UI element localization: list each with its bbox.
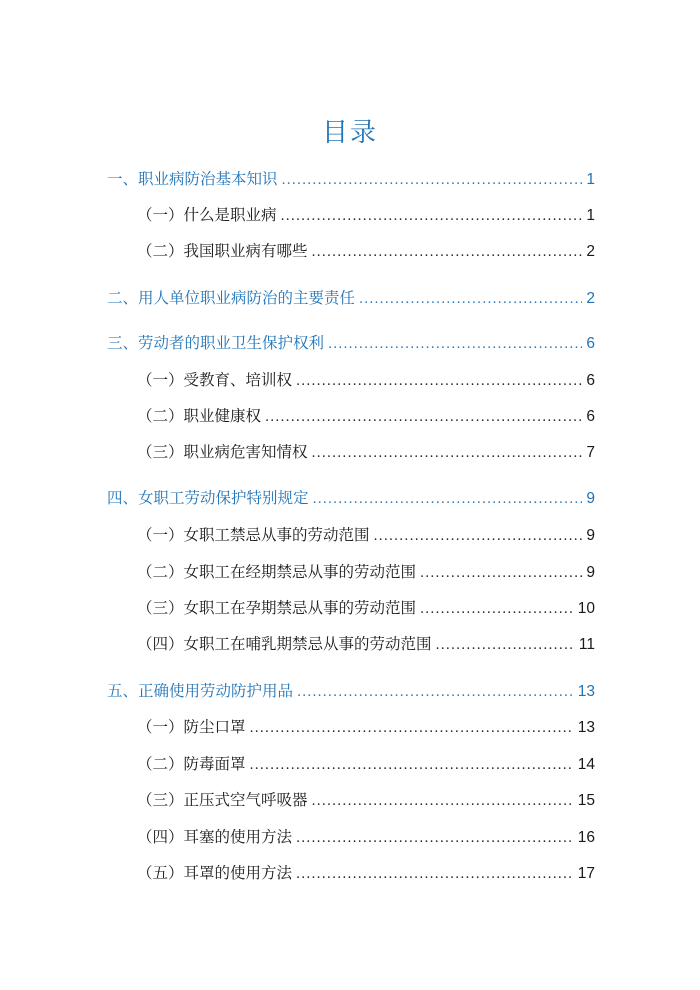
toc-leader-dots bbox=[312, 790, 574, 814]
toc-leader-dots bbox=[250, 717, 574, 741]
toc-entry-page: 1 bbox=[586, 171, 595, 188]
toc-entry[interactable] bbox=[137, 404, 595, 428]
toc-entry-label: （三）正压式空气呼吸器 bbox=[137, 791, 308, 809]
toc-leader-dots bbox=[265, 406, 582, 430]
toc-entry[interactable] bbox=[137, 715, 595, 739]
toc-entry-page: 10 bbox=[577, 600, 595, 617]
toc-entry-label: （四）耳塞的使用方法 bbox=[137, 828, 293, 846]
toc-leader-dots bbox=[328, 333, 582, 357]
toc-leader-dots bbox=[296, 863, 574, 887]
toc-entry-page: 16 bbox=[577, 829, 595, 846]
toc-entry-label: （一）女职工禁忌从事的劳动范围 bbox=[137, 526, 370, 544]
toc-leader-dots bbox=[436, 634, 575, 658]
toc-entry-page: 14 bbox=[577, 756, 595, 773]
toc-entry-page: 9 bbox=[586, 564, 595, 581]
toc-entry[interactable] bbox=[137, 560, 595, 584]
toc-entry-label: 五、正确使用劳动防护用品 bbox=[107, 682, 294, 700]
toc-entry-label: 二、用人单位职业病防治的主要责任 bbox=[107, 289, 356, 307]
toc-leader-dots bbox=[296, 370, 582, 394]
toc-entry-page: 6 bbox=[586, 408, 595, 425]
toc-leader-dots bbox=[296, 827, 574, 851]
toc-entry-label: （四）女职工在哺乳期禁忌从事的劳动范围 bbox=[137, 635, 432, 653]
toc-entry-label: 一、职业病防治基本知识 bbox=[107, 170, 278, 188]
toc-entry[interactable] bbox=[137, 752, 595, 776]
toc-leader-dots bbox=[313, 488, 583, 512]
toc-entry-page: 15 bbox=[577, 792, 595, 809]
toc-entry[interactable] bbox=[107, 486, 595, 510]
toc-entry[interactable] bbox=[137, 203, 595, 227]
toc-entry-label: （五）耳罩的使用方法 bbox=[137, 864, 293, 882]
toc-entry-label: （三）职业病危害知情权 bbox=[137, 443, 308, 461]
toc-entry[interactable] bbox=[137, 440, 595, 464]
toc-entry[interactable] bbox=[137, 861, 595, 885]
toc-entry[interactable] bbox=[107, 331, 595, 355]
toc-entry[interactable] bbox=[137, 523, 595, 547]
toc-entry-page: 11 bbox=[578, 636, 595, 653]
toc-entry[interactable] bbox=[137, 825, 595, 849]
toc-entry-label: （二）我国职业病有哪些 bbox=[137, 242, 308, 260]
toc-entry-page: 7 bbox=[586, 444, 595, 461]
toc-entry-label: 三、劳动者的职业卫生保护权利 bbox=[107, 334, 325, 352]
toc-entry[interactable] bbox=[137, 788, 595, 812]
toc-entry-label: （二）职业健康权 bbox=[137, 407, 262, 425]
toc-leader-dots bbox=[312, 241, 583, 265]
toc-entry[interactable] bbox=[137, 632, 595, 656]
toc-leader-dots bbox=[374, 525, 583, 549]
toc-entry-label: （三）女职工在孕期禁忌从事的劳动范围 bbox=[137, 599, 417, 617]
toc-leader-dots bbox=[312, 442, 583, 466]
toc-entry[interactable] bbox=[137, 239, 595, 263]
toc-entry-page: 6 bbox=[586, 335, 595, 352]
toc-leader-dots bbox=[281, 205, 583, 229]
toc-entry-label: （一）防尘口罩 bbox=[137, 718, 246, 736]
page-title: 目录 bbox=[321, 118, 378, 148]
toc-entry[interactable] bbox=[107, 679, 595, 703]
toc-leader-dots bbox=[282, 169, 583, 193]
toc-entry-page: 17 bbox=[577, 865, 595, 882]
toc-entry-page: 13 bbox=[577, 683, 595, 700]
toc-entry[interactable] bbox=[137, 368, 595, 392]
toc-entry-page: 1 bbox=[586, 207, 595, 224]
toc-leader-dots bbox=[420, 562, 582, 586]
toc-leader-dots bbox=[420, 598, 574, 622]
toc-entry[interactable] bbox=[107, 167, 595, 191]
toc-entry-label: 四、女职工劳动保护特别规定 bbox=[107, 489, 309, 507]
toc-entry-label: （一）什么是职业病 bbox=[137, 206, 277, 224]
toc-entry[interactable] bbox=[137, 596, 595, 620]
toc-leader-dots bbox=[359, 288, 582, 312]
toc-entry-page: 9 bbox=[586, 527, 595, 544]
toc-entry-page: 9 bbox=[586, 490, 595, 507]
toc-leader-dots bbox=[297, 681, 574, 705]
toc-entry-label: （一）受教育、培训权 bbox=[137, 371, 293, 389]
toc-entry-label: （二）女职工在经期禁忌从事的劳动范围 bbox=[137, 563, 417, 581]
toc-leader-dots bbox=[250, 754, 574, 778]
toc-entry-page: 6 bbox=[586, 372, 595, 389]
toc-entry[interactable] bbox=[107, 286, 595, 310]
toc-entry-page: 2 bbox=[586, 290, 595, 307]
toc-entry-page: 2 bbox=[586, 243, 595, 260]
toc-entry-page: 13 bbox=[577, 719, 595, 736]
toc-entry-label: （二）防毒面罩 bbox=[137, 755, 246, 773]
